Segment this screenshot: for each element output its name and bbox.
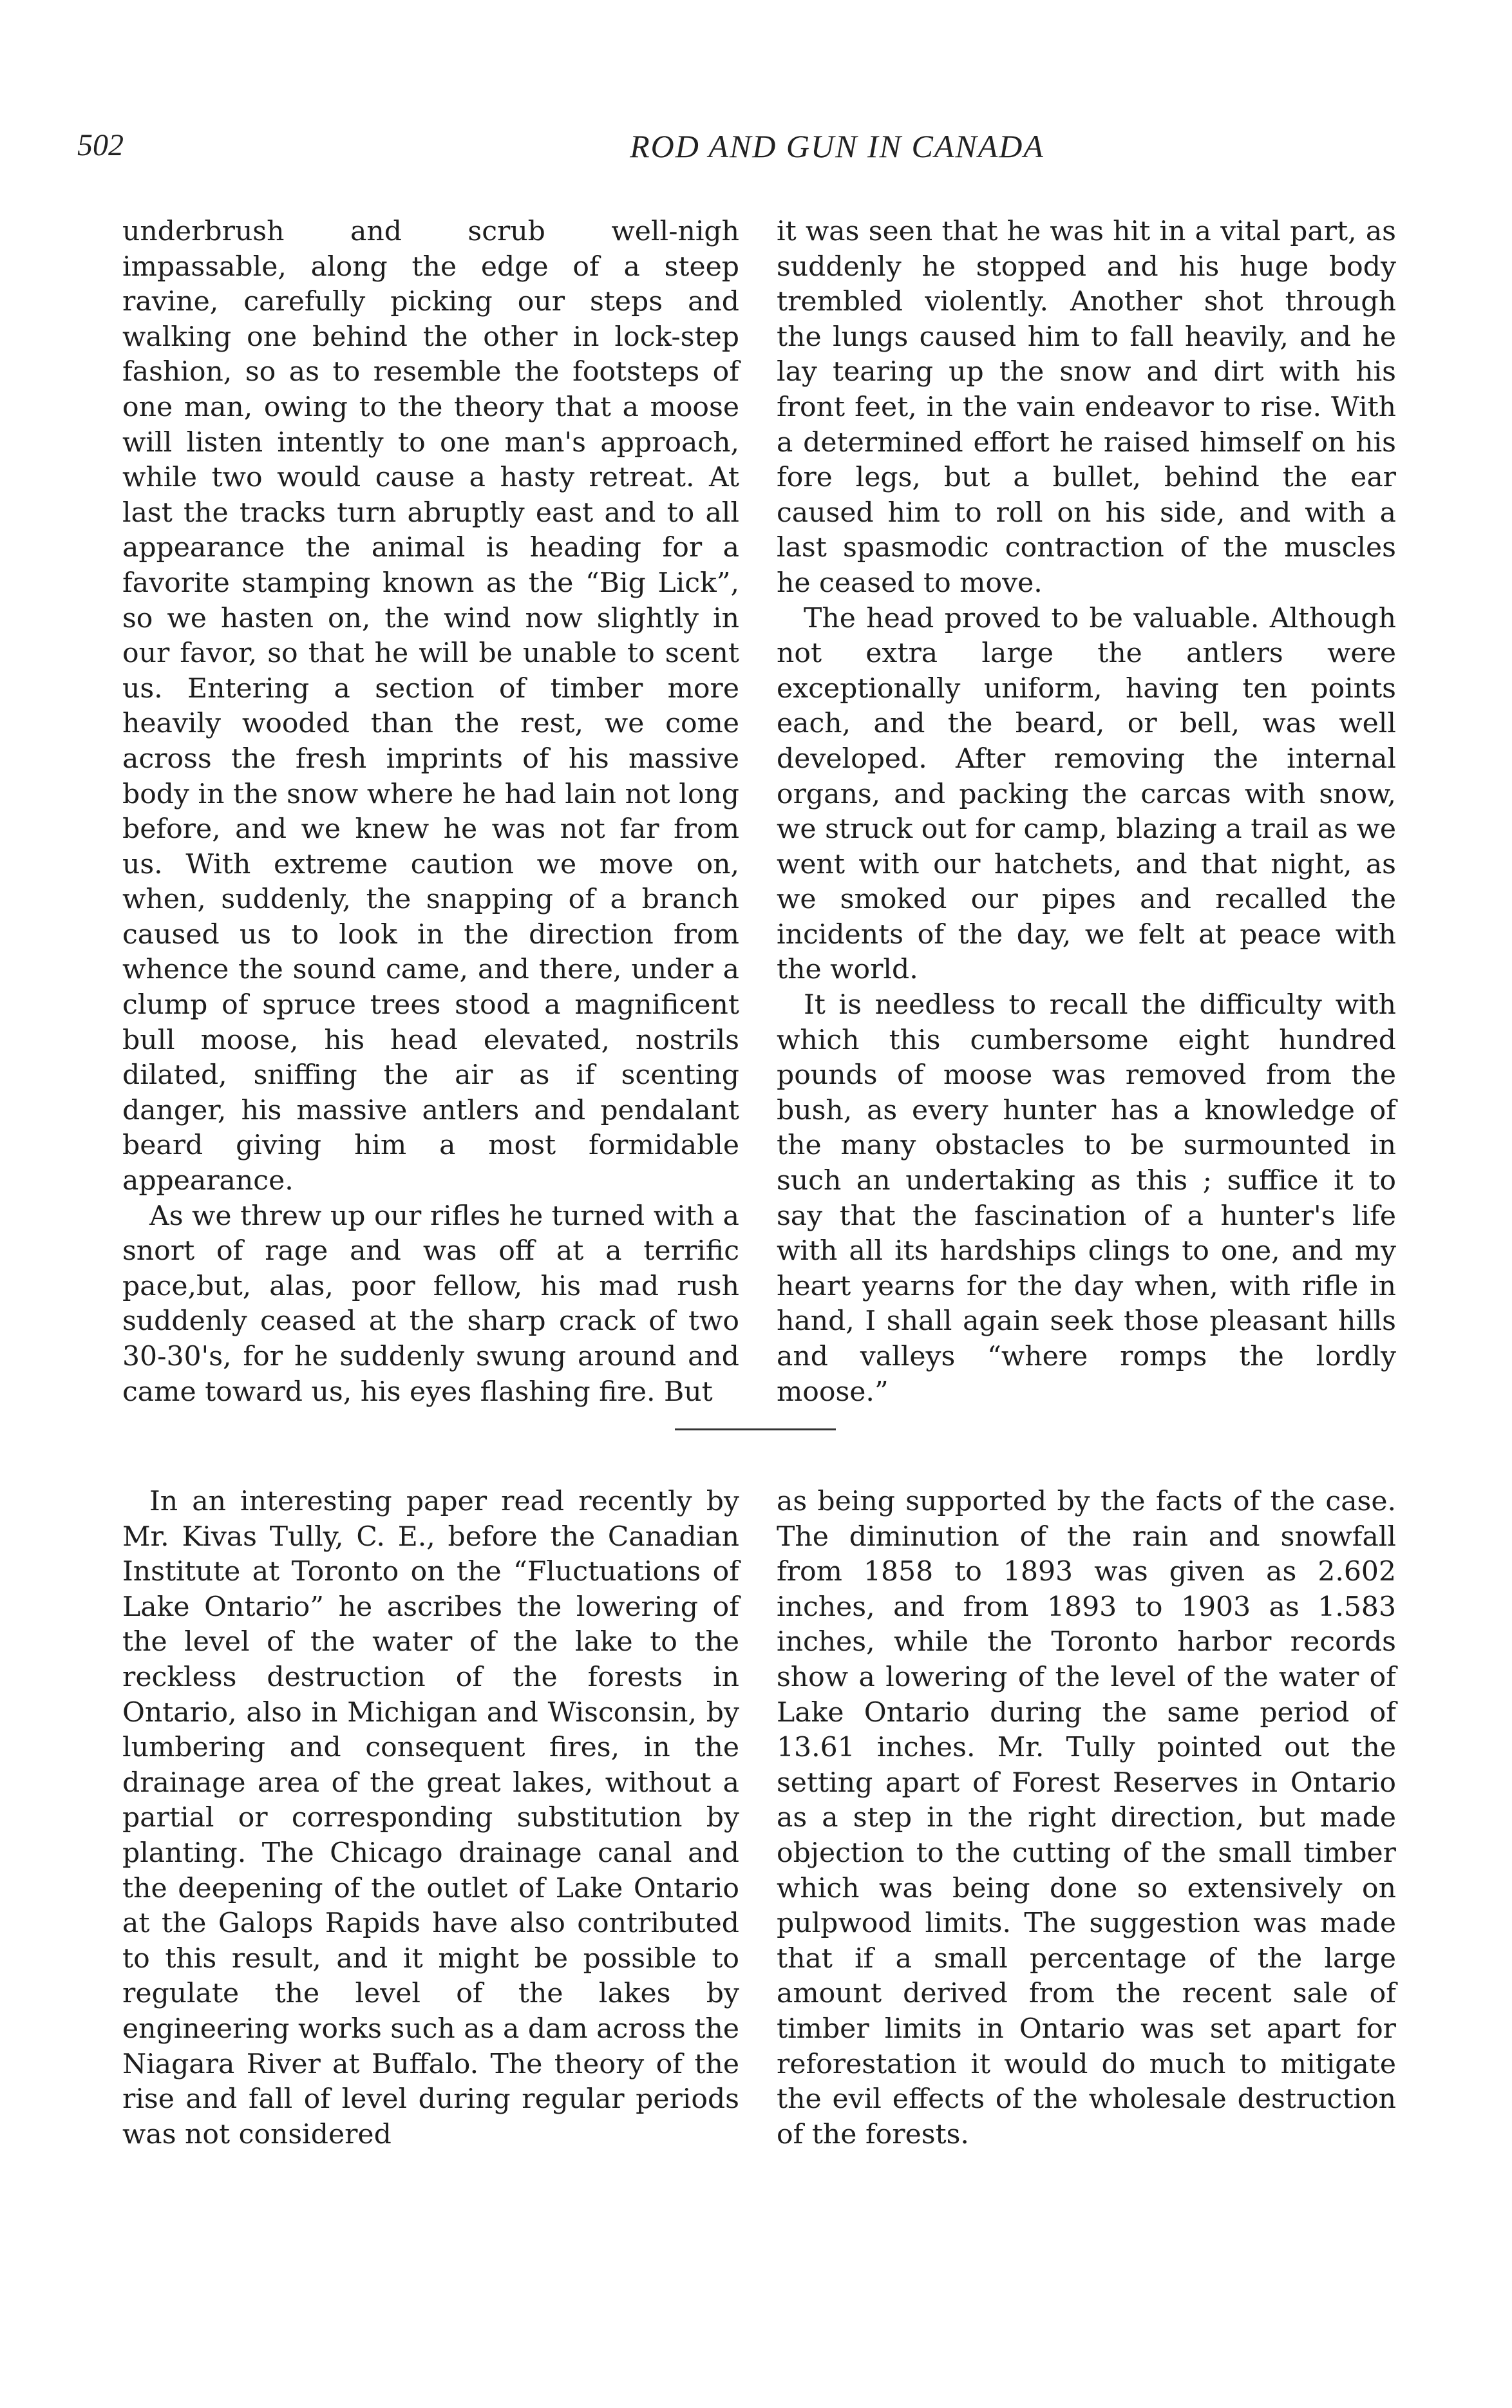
paragraph: As we threw up our rifles he turned with a snort of rage and was off at a terrific pace,but, alas, poor fellow, his mad rush suddenly ceased at the sharp crack of two 30-30's, for he suddenly swung around and came toward us, his eyes flashing fire. But — [122, 1200, 739, 1408]
paragraph: The head proved to be valuable. Although not extra large the antlers were exceptionally uniform, having ten points each, and the beard, or bell, was well developed. After removing the internal organs, and packing the carcas with snow, we struck out for camp, blazing a trail as we went with our hatchets, and that night, as we smoked our pipes and recalled the incidents of the day, we felt at peace with the world. — [777, 602, 1396, 986]
paragraph: In an interesting paper read recently by Mr. Kivas Tully, C. E., before the Canadian Institute at Toronto on the “Fluctuations of Lake Ontario” he ascribes the lowering of the level of the water of the lake to the reckless destruction of the forests in Ontario, also in Michigan and Wisconsin, by lumbering and consequent fires, in the drainage area of the great lakes, without a partial or corresponding substitution by planting. The Chicago drainage canal and the deepening of the outlet of Lake Ontario at the Galops Rapids have also contributed to this result, and it might be possible to regulate the level of the lakes by engineering works such as a dam across the Niagara River at Buffalo. The theory of the rise and fall of level during regular periods was not considered — [122, 1486, 739, 2150]
paragraph: it was seen that he was hit in a vital part, as suddenly he stopped and his huge body trembled violently. Another shot through the lungs caused him to fall heavily, and he lay tearing up the snow and dirt with his front feet, in the vain endeavor to rise. With a determined effort he raised himself on his fore legs, but a bullet, behind the ear caused him to roll on his side, and with a last spasmodic contraction of the muscles he ceased to move. — [777, 216, 1396, 599]
page-number: 502 — [77, 128, 124, 162]
section-divider — [675, 1428, 836, 1430]
running-title: ROD AND GUN IN CANADA — [630, 128, 1044, 164]
paragraph: underbrush and scrub well-nigh impassable, along the edge of a steep ravine, carefully picking our steps and walking one behind the other in lock-step fashion, so as to resemble the footsteps of one man, owing to the theory that a moose will listen intently to one man's approach, while two would cause a hasty retreat. At last the tracks turn abruptly east and to all appearance the animal is heading for a favorite stamping known as the “Big Lick”, so we hasten on, the wind now slightly in our favor, so that he will be unable to scent us. Entering a section of timber more heavily wooded than the rest, we come across the fresh imprints of his massive body in the snow where he had lain not long before, and we knew he was not far from us. With extreme caution we move on, when, suddenly, the snapping of a branch caused us to look in the direction from whence the sound came, and there, under a clump of spruce trees stood a magnificent bull moose, his head elevated, nostrils dilated, sniffing the air as if scenting danger, his massive antlers and pendalant beard giving him a most formidable appearance. — [122, 216, 739, 1197]
moose-article-column-1 — [122, 214, 739, 1410]
lake-article-column-2 — [777, 1484, 1396, 2152]
paragraph: It is needless to recall the difficulty with which this cumbersome eight hundred pounds of moose was removed from the bush, as every hunter has a knowledge of the many obstacles to be surmounted in such an undertaking as this ; suffice it to say that the fascination of a hunter's life with all its hardships clings to one, and my heart yearns for the day when, with rifle in hand, I shall again seek those pleasant hills and valleys “where romps the lordly moose.” — [777, 989, 1396, 1408]
lake-article-column-1 — [122, 1484, 739, 2152]
paragraph: as being supported by the facts of the case. The diminution of the rain and snowfall from 1858 to 1893 was given as 2.602 inches, and from 1893 to 1903 as 1.583 inches, while the Toronto harbor records show a lowering of the level of the water of Lake Ontario during the same period of 13.61 inches. Mr. Tully pointed out the setting apart of Forest Reserves in Ontario as a step in the right direction, but made objection to the cutting of the small timber which was being done so extensively on pulpwood limits. The suggestion was made that if a small percentage of the large amount derived from the recent sale of timber limits in Ontario was set apart for reforestation it would do much to mitigate the evil effects of the wholesale destruction of the forests. — [777, 1486, 1396, 2150]
moose-article-column-2 — [777, 214, 1396, 1410]
